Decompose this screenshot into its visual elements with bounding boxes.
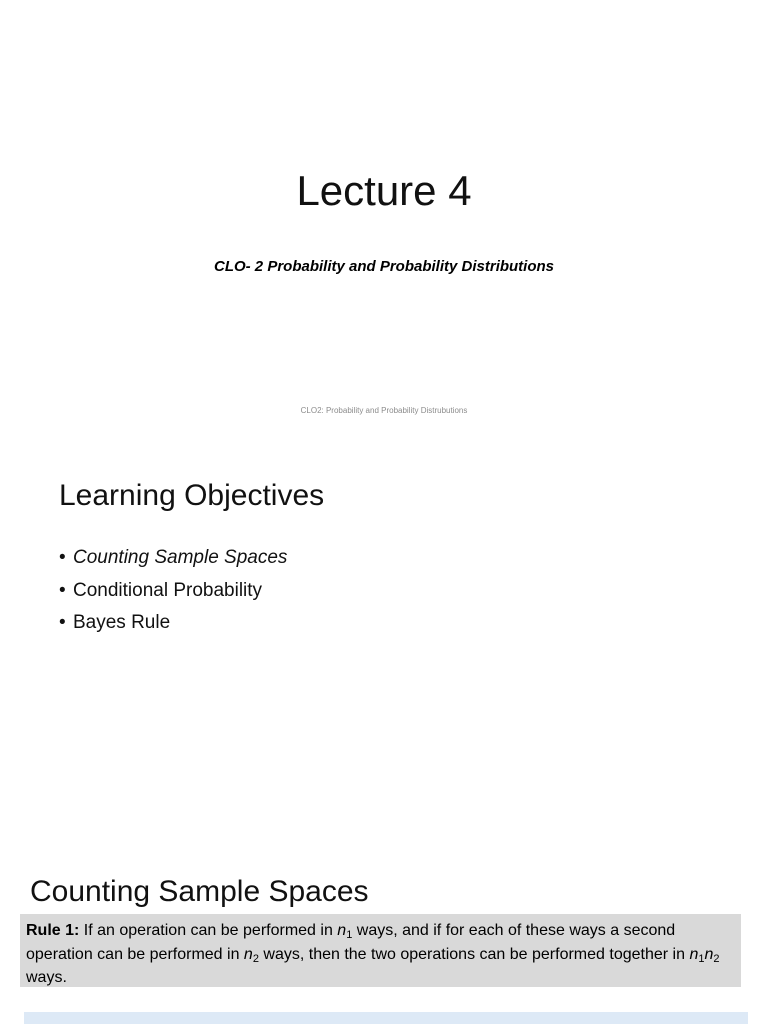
title-slide bbox=[0, 0, 768, 432]
subscript: 1 bbox=[698, 952, 705, 965]
slide-footer: CLO2: Probability and Probability Distrubutions bbox=[300, 406, 468, 415]
objective-label: Bayes Rule bbox=[73, 612, 171, 633]
variable-n: n bbox=[337, 922, 347, 939]
bullet-icon: • bbox=[59, 612, 66, 633]
bullet-icon: • bbox=[59, 579, 66, 601]
subscript: 1 bbox=[346, 929, 353, 941]
note-box bbox=[24, 1012, 748, 1024]
objectives-heading: Learning Objectives bbox=[59, 479, 325, 512]
rule-label: Rule 1: bbox=[26, 922, 80, 939]
rule-text-part: ways. bbox=[26, 969, 67, 986]
counting-heading: Counting Sample Spaces bbox=[30, 875, 369, 908]
subscript: 2 bbox=[713, 952, 720, 965]
bullet-icon: • bbox=[59, 547, 66, 568]
objective-item-bayes-rule bbox=[59, 611, 287, 635]
lecture-title: Lecture 4 bbox=[296, 167, 472, 214]
objectives-list bbox=[59, 546, 287, 644]
rule-text-part: ways, then the two operations can be performed together in bbox=[258, 945, 690, 963]
rule-text-part: If an operation can be performed in bbox=[79, 922, 338, 939]
counting-sample-spaces-slide bbox=[0, 852, 768, 1024]
variable-n: n bbox=[243, 945, 253, 963]
objective-item-counting-sample-spaces bbox=[59, 546, 287, 570]
objective-label: Conditional Probability bbox=[73, 579, 263, 601]
subscript: 2 bbox=[252, 952, 259, 965]
objectives-slide bbox=[0, 432, 768, 852]
lecture-subtitle: CLO- 2 Probability and Probability Distributions bbox=[213, 258, 555, 275]
rule-1-box bbox=[20, 914, 741, 987]
rule-text-part: ways, and if for each of these ways a second operation can be performed in bbox=[26, 922, 676, 963]
variable-n: n bbox=[704, 945, 714, 963]
variable-n: n bbox=[689, 945, 699, 963]
objective-label: Counting Sample Spaces bbox=[73, 547, 288, 568]
objective-item-conditional-probability bbox=[59, 579, 287, 603]
